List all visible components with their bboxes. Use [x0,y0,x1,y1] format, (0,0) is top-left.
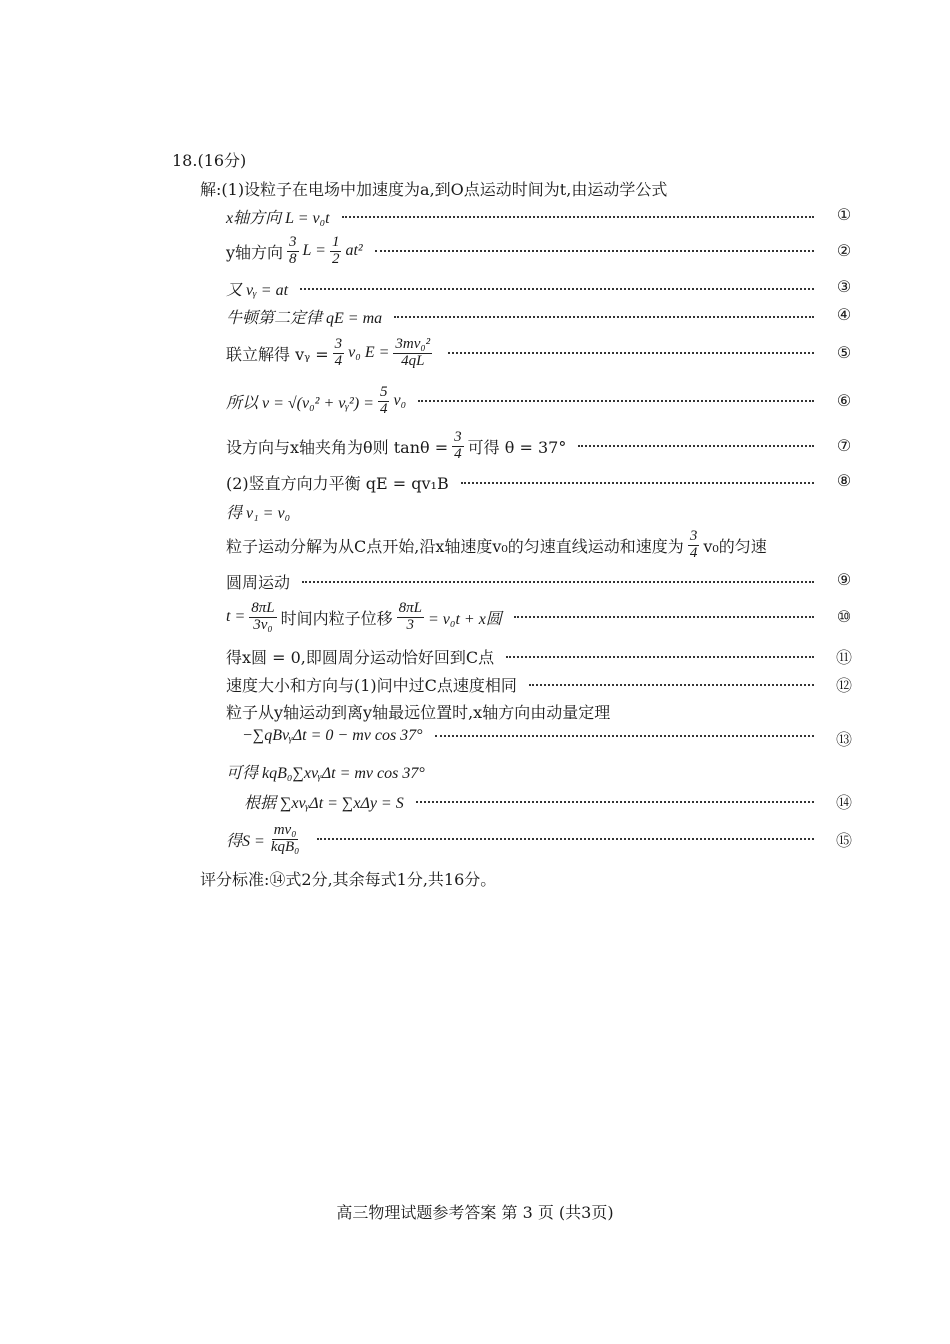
fraction [688,529,700,562]
equation-text: v₀的匀速 [703,536,767,556]
dot-leader [416,801,814,803]
equation-text: (2)竖直方向力平衡 qE = qv₁B [226,474,449,493]
dot-leader [300,288,814,290]
fraction [269,823,302,856]
equation-line-15 [226,760,425,783]
intro-text: 解:(1)设粒子在电场中加速度为a,到O点运动时间为t,由运动学公式 [200,180,668,199]
fraction-denominator: 8 [289,250,297,267]
equation-text: 设方向与x轴夹角为θ则 tanθ = [226,437,449,457]
equation-mark: ⑥ [836,391,852,410]
text-line-momentum [226,700,610,723]
equation-text: 可得 kqB₀∑xvᵧΔt = mv cos 37° [226,765,425,782]
fraction-numerator: 5 [379,383,388,400]
equation-text: 可得 θ = 37° [467,437,567,457]
equation-line-7 [226,426,826,466]
fraction-numerator: 3mv₀² [395,335,431,352]
fraction-denominator: 4 [379,400,388,417]
equation-text: 根据 ∑xvᵧΔt = ∑xΔy = S [244,795,404,812]
intro-line [200,177,667,200]
problem-label: 18.(16分) [172,151,247,170]
equation-text: 圆周运动 [226,573,291,592]
equation-mark: ⑨ [836,570,852,589]
fraction-denominator: 3v₀ [253,616,273,633]
dot-leader [506,656,814,658]
fraction [452,430,464,463]
equation-line-1 [226,205,826,228]
text-line-decomposition [226,525,767,565]
equation-mark: ⑩ [836,607,852,626]
equation-text: = v₀t + x圆 [427,610,502,628]
dot-leader [529,684,814,686]
dot-leader [461,482,814,484]
equation-text: y轴方向 [226,242,284,262]
equation-mark: ① [836,205,852,224]
fraction-denominator: 2 [331,250,340,267]
dot-leader [514,616,814,618]
equation-mark: ⑭ [835,793,852,812]
fraction [330,235,342,268]
equation-text: 联立解得 vᵧ = [226,344,329,364]
equation-text: L = [302,242,326,259]
equation-text: 粒子从y轴运动到离y轴最远位置时,x轴方向由动量定理 [226,703,611,722]
equation-line-14 [242,727,826,745]
fraction-numerator: 3 [454,428,462,445]
fraction-numerator: 3 [289,233,297,250]
equation-text: 得S = [226,832,265,850]
fraction-numerator: 8πL [251,599,275,616]
equation-mark: ⑧ [836,471,852,490]
equation-line-8 [226,471,826,494]
equation-text: 速度大小和方向与(1)问中过C点速度相同 [226,676,517,695]
equation-mark: ⑤ [836,343,852,362]
equation-line-4 [226,305,826,328]
equation-mark: ② [836,241,852,260]
equation-line-10 [226,570,826,593]
equation-line-3 [226,277,826,300]
equation-line-9 [226,500,290,523]
fraction-denominator: 3 [406,616,415,633]
fraction-numerator: 3 [689,527,698,544]
fraction [249,601,276,634]
equation-mark: ⑫ [835,676,852,695]
fraction-denominator: 4qL [401,352,425,369]
equation-mark: ④ [836,305,852,324]
fraction [393,337,432,370]
fraction [397,601,424,634]
equation-text: t = [226,608,246,625]
equation-text: at² [345,242,363,259]
equation-line-6 [226,381,826,421]
equation-text: −∑qBvᵧΔt = 0 − mv cos 37° [242,727,423,744]
scoring-text: 评分标准:⑭式2分,其余每式1分,共16分。 [200,870,497,889]
problem-number [172,148,246,171]
equation-text: v₀ E = [348,344,390,361]
equation-text: 得 v₁ = v₀ [226,505,291,522]
equation-mark: ⑮ [835,831,852,850]
fraction-numerator: 3 [334,335,343,352]
fraction-denominator: 4 [689,544,698,561]
dot-leader [578,445,814,447]
equation-line-12 [226,645,826,668]
fraction-denominator: kqB₀ [270,838,300,855]
equation-text: 粒子运动分解为从C点开始,沿x轴速度v₀的匀速直线运动和速度为 [226,536,684,556]
equation-line-17 [226,818,826,860]
dot-leader [394,316,814,318]
equation-mark: ⑬ [835,730,852,749]
dot-leader [342,216,814,218]
equation-mark: ⑪ [835,648,852,667]
equation-text: 又 vᵧ = at [226,282,289,299]
equation-line-2 [226,232,826,270]
equation-line-16 [244,790,826,813]
equation-line-13 [226,673,826,696]
fraction-numerator: 1 [331,233,340,250]
fraction [378,385,390,418]
equation-line-5 [226,333,826,373]
fraction [333,337,345,370]
equation-text: 时间内粒子位移 [280,608,393,628]
dot-leader [317,838,814,840]
page-footer: 高三物理试题参考答案 第 3 页 (共3页) [336,1203,614,1222]
fraction [287,235,299,268]
fraction-numerator: mv₀ [273,821,297,838]
scoring-criteria [200,867,496,890]
equation-text: x轴方向 L = v₀t [226,210,330,227]
equation-text: v₀ [393,392,407,409]
equation-text: 所以 v = √(v₀² + vᵧ²) = [226,394,374,412]
equation-mark: ⑦ [836,436,852,455]
dot-leader [375,250,814,252]
dot-leader [418,400,814,402]
dot-leader [302,581,814,583]
equation-mark: ③ [836,277,852,296]
equation-text: 得x圆 = 0,即圆周分运动恰好回到C点 [226,648,495,667]
equation-text: 牛顿第二定律 qE = ma [226,310,383,327]
equation-line-11 [226,596,826,638]
fraction-numerator: 8πL [398,599,422,616]
fraction-denominator: 4 [454,445,462,462]
dot-leader [448,352,814,354]
dot-leader [435,735,814,737]
fraction-denominator: 4 [334,352,343,369]
